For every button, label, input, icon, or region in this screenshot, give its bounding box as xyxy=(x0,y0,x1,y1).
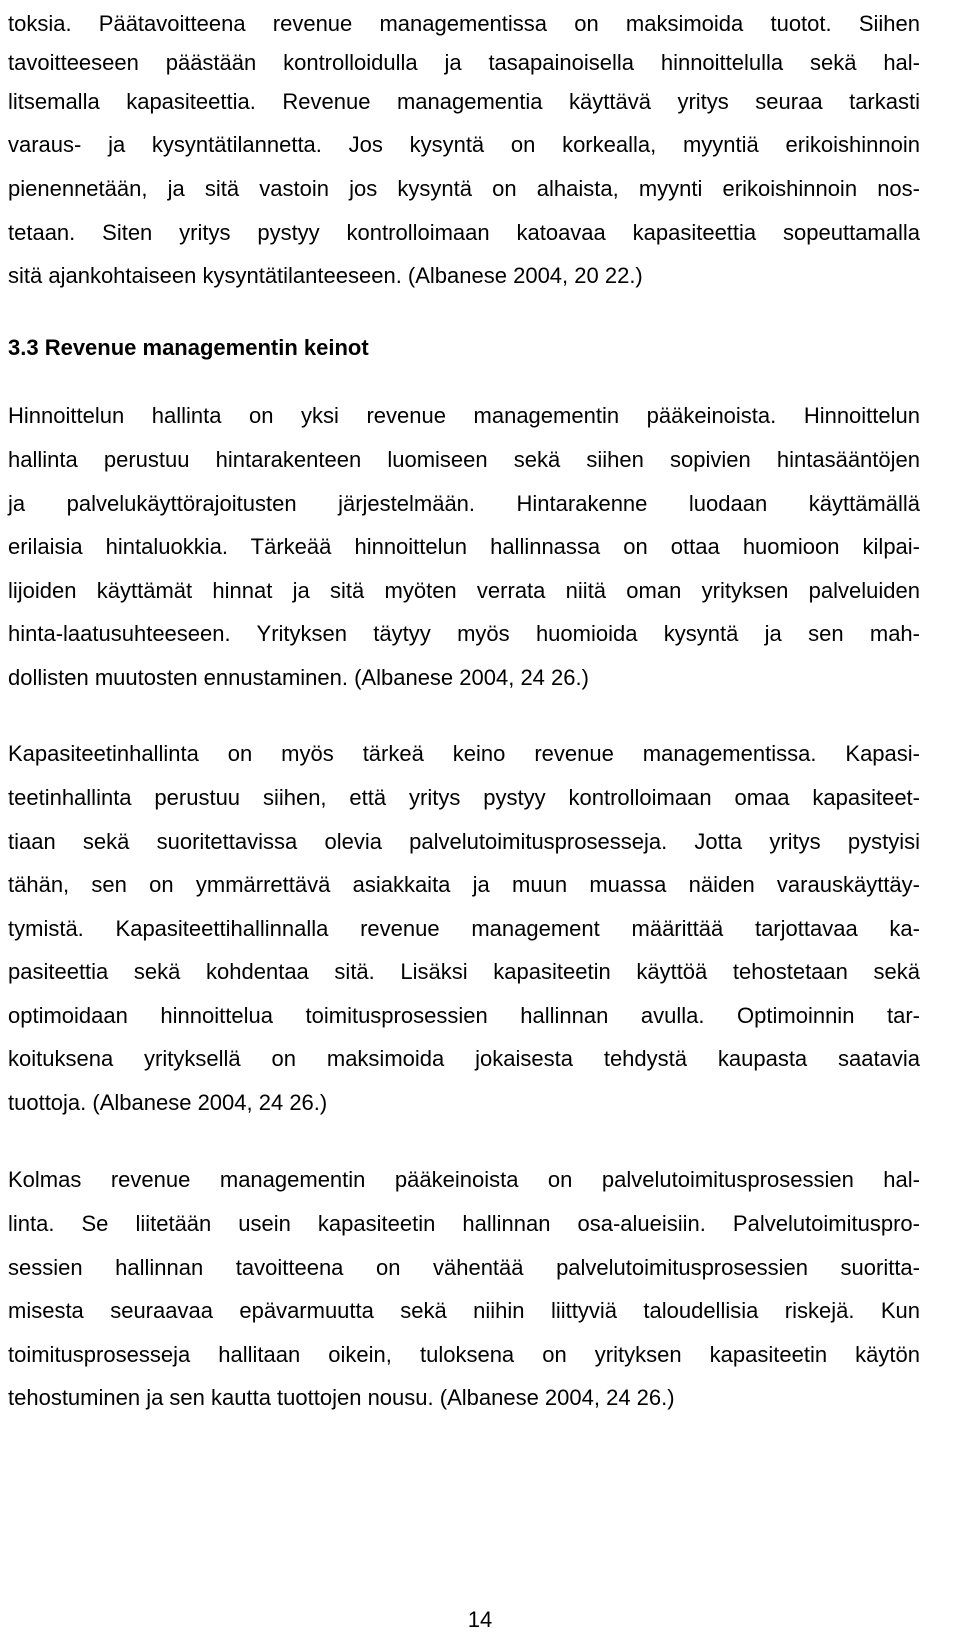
paragraph-line: linta. Se liitetään usein kapasiteetin hallinnan osa-alueisiin. Palvelutoimituspro- xyxy=(8,1211,920,1236)
paragraph-line: koituksena yrityksellä on maksimoida jokaisesta tehdystä kaupasta saatavia xyxy=(8,1046,920,1071)
section-heading: 3.3 Revenue managementin keinot xyxy=(8,335,369,360)
paragraph-line: misesta seuraavaa epävarmuutta sekä niihin liittyviä taloudellisia riskejä. Kun xyxy=(8,1298,920,1323)
paragraph-line: tehostuminen ja sen kautta tuottojen nousu. (Albanese 2004, 24 26.) xyxy=(8,1385,675,1410)
paragraph-line: pasiteettia sekä kohdentaa sitä. Lisäksi kapasiteetin käyttöä tehostetaan sekä xyxy=(8,959,920,984)
paragraph-line: tymistä. Kapasiteettihallinnalla revenue management määrittää tarjottavaa ka- xyxy=(8,916,920,941)
paragraph-line: tavoitteeseen päästään kontrolloidulla ja tasapainoisella hinnoittelulla sekä hal- xyxy=(8,50,920,75)
paragraph-line: erilaisia hintaluokkia. Tärkeää hinnoittelun hallinnassa on ottaa huomioon kilpai- xyxy=(8,534,920,559)
paragraph-line: tähän, sen on ymmärrettävä asiakkaita ja muun muassa näiden varauskäyttäy- xyxy=(8,872,920,897)
paragraph-line: tiaan sekä suoritettavissa olevia palvelutoimitusprosesseja. Jotta yritys pystyisi xyxy=(8,829,920,854)
paragraph-line: Kapasiteetinhallinta on myös tärkeä keino revenue managementissa. Kapasi- xyxy=(8,741,920,766)
paragraph-line: tuottoja. (Albanese 2004, 24 26.) xyxy=(8,1090,328,1115)
paragraph-line: sitä ajankohtaiseen kysyntätilanteeseen. (Albanese 2004, 20 22.) xyxy=(8,263,643,288)
paragraph-line: toimitusprosesseja hallitaan oikein, tuloksena on yrityksen kapasiteetin käytön xyxy=(8,1342,920,1367)
paragraph-line: varaus- ja kysyntätilannetta. Jos kysyntä on korkealla, myyntiä erikoishinnoin xyxy=(8,132,920,157)
paragraph-line: litsemalla kapasiteettia. Revenue managementia käyttävä yritys seuraa tarkasti xyxy=(8,89,920,114)
paragraph-line: pienennetään, ja sitä vastoin jos kysyntä on alhaista, myynti erikoishinnoin nos- xyxy=(8,176,920,201)
paragraph-line: Kolmas revenue managementin pääkeinoista on palvelutoimitusprosessien hal- xyxy=(8,1167,920,1192)
paragraph-line: lijoiden käyttämät hinnat ja sitä myöten verrata niitä oman yrityksen palveluiden xyxy=(8,578,920,603)
paragraph-line: Hinnoittelun hallinta on yksi revenue managementin pääkeinoista. Hinnoittelun xyxy=(8,403,920,428)
paragraph-line: ja palvelukäyttörajoitusten järjestelmään. Hintarakenne luodaan käyttämällä xyxy=(8,491,920,516)
paragraph-line: teetinhallinta perustuu siihen, että yritys pystyy kontrolloimaan omaa kapasiteet- xyxy=(8,785,920,810)
page-number: 14 xyxy=(467,1607,493,1632)
paragraph-line: sessien hallinnan tavoitteena on vähentää palvelutoimitusprosessien suoritta- xyxy=(8,1255,920,1280)
paragraph-line: hallinta perustuu hintarakenteen luomiseen sekä siihen sopivien hintasääntöjen xyxy=(8,447,920,472)
paragraph-line: optimoidaan hinnoittelua toimitusprosessien hallinnan avulla. Optimoinnin tar- xyxy=(8,1003,920,1028)
paragraph-line: tetaan. Siten yritys pystyy kontrolloimaan katoavaa kapasiteettia sopeuttamalla xyxy=(8,220,920,245)
paragraph-line: toksia. Päätavoitteena revenue managementissa on maksimoida tuotot. Siihen xyxy=(8,11,920,36)
paragraph-line: hinta-laatusuhteeseen. Yrityksen täytyy myös huomioida kysyntä ja sen mah- xyxy=(8,621,920,646)
paragraph-line: dollisten muutosten ennustaminen. (Albanese 2004, 24 26.) xyxy=(8,665,589,690)
